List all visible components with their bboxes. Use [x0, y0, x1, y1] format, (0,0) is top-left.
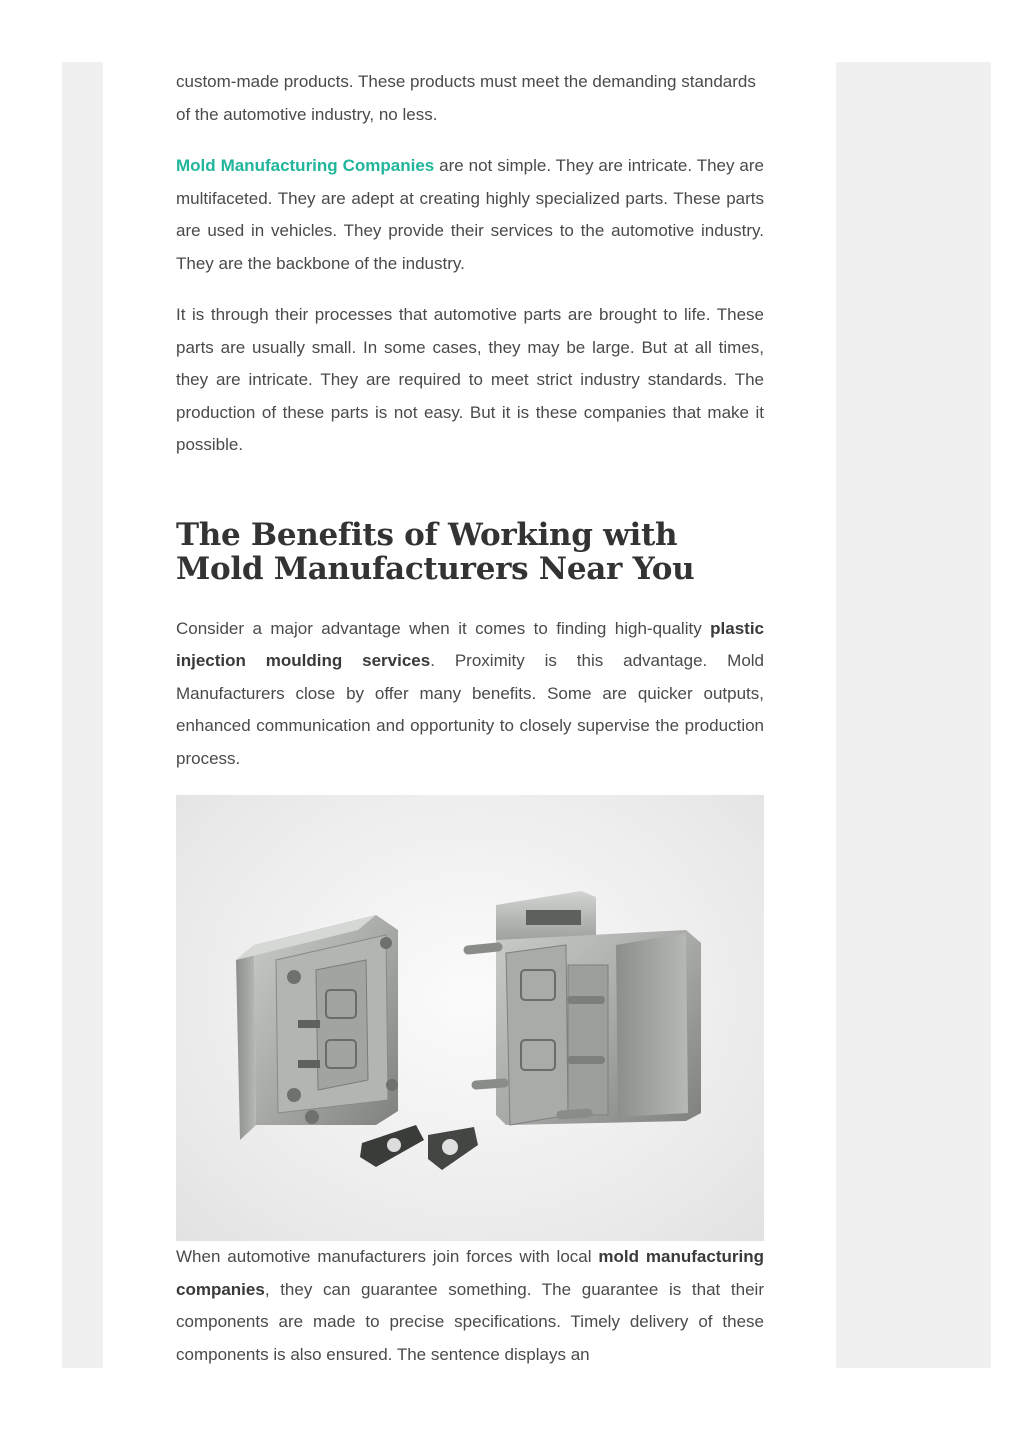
mold-manufacturing-companies-bold: mold manufacturing companies	[176, 1247, 764, 1299]
paragraph-mold-companies-text: are not simple. They are intricate. They are multifaceted. They are adept at creating highly specialized parts. These parts are used in vehicles. They provide their services to the automotive industry. They are the backbone of the industry.	[176, 156, 764, 273]
right-sidebar	[836, 62, 991, 1368]
intro-paragraph-tail: custom-made products. These products must meet the demanding standards of the automotive industry, no less.	[176, 72, 756, 124]
right-mold-half	[468, 891, 701, 1125]
injection-mold-image	[176, 795, 764, 1241]
paragraph-processes: It is through their processes that automotive parts are brought to life. These parts are usually small. In some cases, they may be large. But at all times, they are intricate. They are required to meet strict industry standards. The production of these parts is not easy. But it is these companies that make it possible.	[176, 305, 764, 454]
paragraph-guarantee	[176, 1241, 764, 1371]
paragraph-proximity-text-b: . Proximity is this advantage. Mold Manufacturers close by offer many benefits. Some are quicker outputs, enhanced communication and opportunity to closely supervise the production process.	[176, 651, 764, 768]
paragraph-proximity-text-a: Consider a major advantage when it comes to finding high-quality	[176, 618, 711, 638]
paragraph-guarantee-text-a: When automotive manufacturers join forces with local	[176, 1247, 599, 1266]
molded-parts	[360, 1125, 478, 1170]
injection-mold-illustration	[176, 795, 764, 1241]
plastic-injection-services-bold: plastic injection moulding services	[176, 618, 764, 670]
section-heading: The Benefits of Working with Mold Manufacturers Near You	[176, 516, 695, 587]
left-gutter	[62, 62, 103, 1368]
left-mold-half	[236, 915, 398, 1140]
paragraph-proximity	[176, 613, 764, 776]
article-content	[176, 66, 764, 1371]
mold-manufacturing-companies-link[interactable]: Mold Manufacturing Companies	[176, 156, 435, 175]
paragraph-guarantee-text-b: , they can guarantee something. The guarantee is that their components are made to precise specifications. Timely delivery of these components is also ensured. The sentence displays an	[176, 1279, 764, 1364]
paragraph-mold-companies	[176, 150, 764, 280]
